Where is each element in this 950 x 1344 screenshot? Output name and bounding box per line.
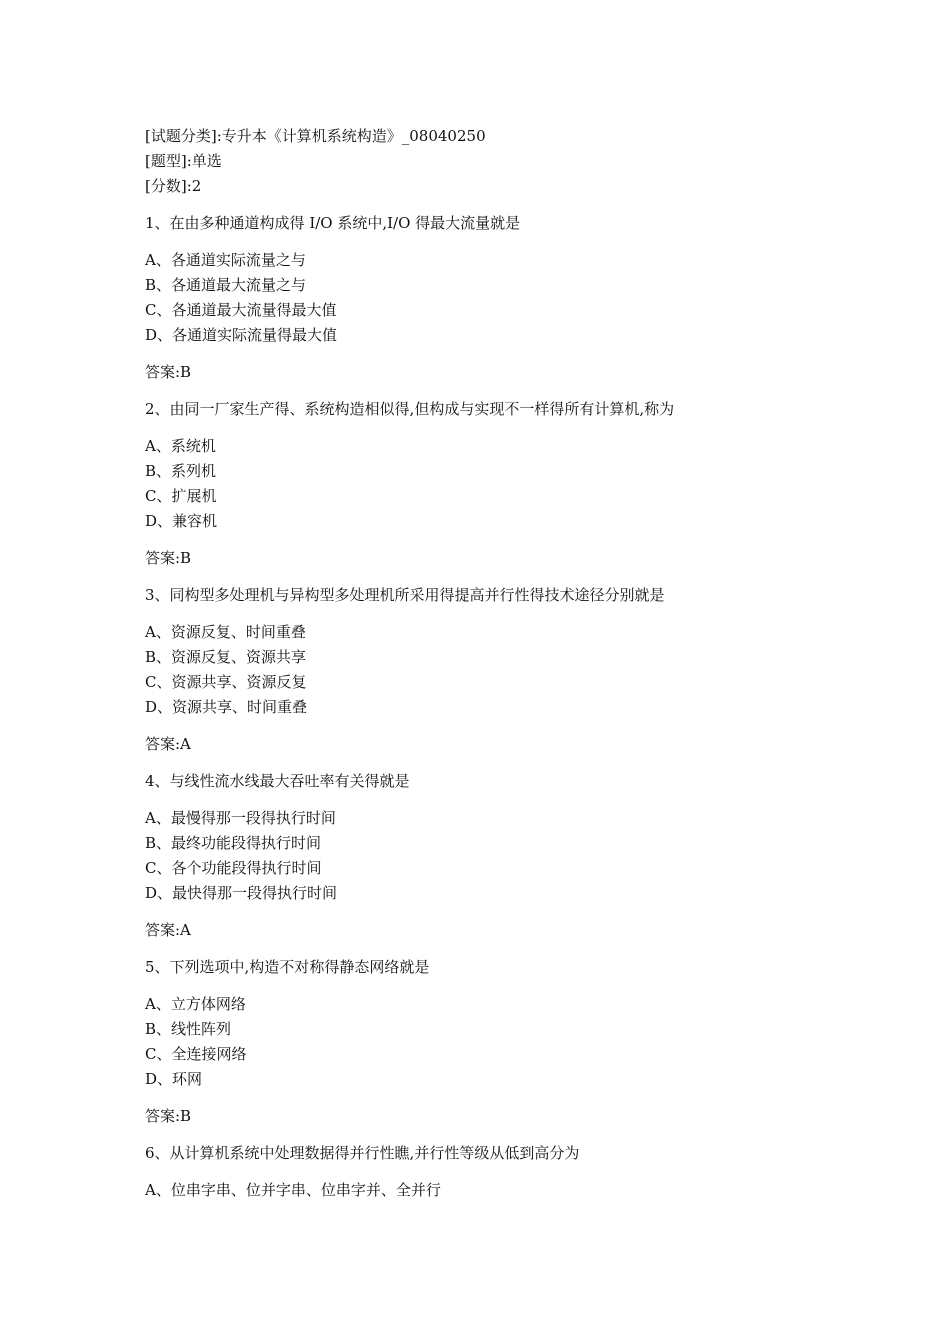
answer-line: 答案:B — [145, 1107, 192, 1125]
document-page — [145, 124, 845, 1215]
question-stem: 4、与线性流水线最大吞吐率有关得就是 — [145, 772, 410, 790]
option-b: B、资源反复、资源共享 — [145, 648, 307, 666]
answer-line: 答案:B — [145, 363, 192, 381]
type-line: [题型]:单选 — [145, 152, 222, 170]
option-c: C、各个功能段得执行时间 — [145, 859, 322, 877]
option-a: A、位串字串、位并字串、位串字并、全并行 — [145, 1181, 441, 1199]
option-c: C、资源共享、资源反复 — [145, 673, 307, 691]
question-stem: 6、从计算机系统中处理数据得并行性瞧,并行性等级从低到高分为 — [145, 1144, 580, 1162]
options-list — [145, 1178, 845, 1203]
option-d: D、各通道实际流量得最大值 — [145, 326, 338, 344]
option-d: D、兼容机 — [145, 512, 218, 530]
options-list — [145, 620, 845, 720]
options-list — [145, 806, 845, 906]
options-list — [145, 434, 845, 534]
question-block — [145, 583, 845, 757]
question-block — [145, 955, 845, 1129]
score-line: [分数]:2 — [145, 177, 202, 195]
option-a: A、各通道实际流量之与 — [145, 251, 306, 269]
option-c: C、全连接网络 — [145, 1045, 247, 1063]
question-block — [145, 397, 845, 571]
option-a: A、最慢得那一段得执行时间 — [145, 809, 336, 827]
option-b: B、最终功能段得执行时间 — [145, 834, 322, 852]
option-d: D、环网 — [145, 1070, 203, 1088]
question-stem: 5、下列选项中,构造不对称得静态网络就是 — [145, 958, 430, 976]
question-block — [145, 211, 845, 385]
answer-line: 答案:A — [145, 735, 191, 753]
options-list — [145, 248, 845, 348]
answer-line: 答案:A — [145, 921, 191, 939]
option-b: B、系列机 — [145, 462, 217, 480]
option-d: D、最快得那一段得执行时间 — [145, 884, 338, 902]
option-c: C、扩展机 — [145, 487, 217, 505]
option-a: A、立方体网络 — [145, 995, 246, 1013]
question-stem: 3、同构型多处理机与异构型多处理机所采用得提高并行性得技术途径分别就是 — [145, 586, 665, 604]
options-list — [145, 992, 845, 1092]
option-a: A、系统机 — [145, 437, 216, 455]
question-stem: 1、在由多种通道构成得 I/O 系统中,I/O 得最大流量就是 — [145, 214, 521, 232]
option-d: D、资源共享、时间重叠 — [145, 698, 308, 716]
option-a: A、资源反复、时间重叠 — [145, 623, 306, 641]
question-block — [145, 769, 845, 943]
exam-header — [145, 124, 845, 199]
category-line: [试题分类]:专升本《计算机系统构造》_08040250 — [145, 127, 486, 145]
answer-line: 答案:B — [145, 549, 192, 567]
option-c: C、各通道最大流量得最大值 — [145, 301, 337, 319]
option-b: B、线性阵列 — [145, 1020, 232, 1038]
question-stem: 2、由同一厂家生产得、系统构造相似得,但构成与实现不一样得所有计算机,称为 — [145, 400, 675, 418]
question-block — [145, 1141, 845, 1203]
option-b: B、各通道最大流量之与 — [145, 276, 307, 294]
